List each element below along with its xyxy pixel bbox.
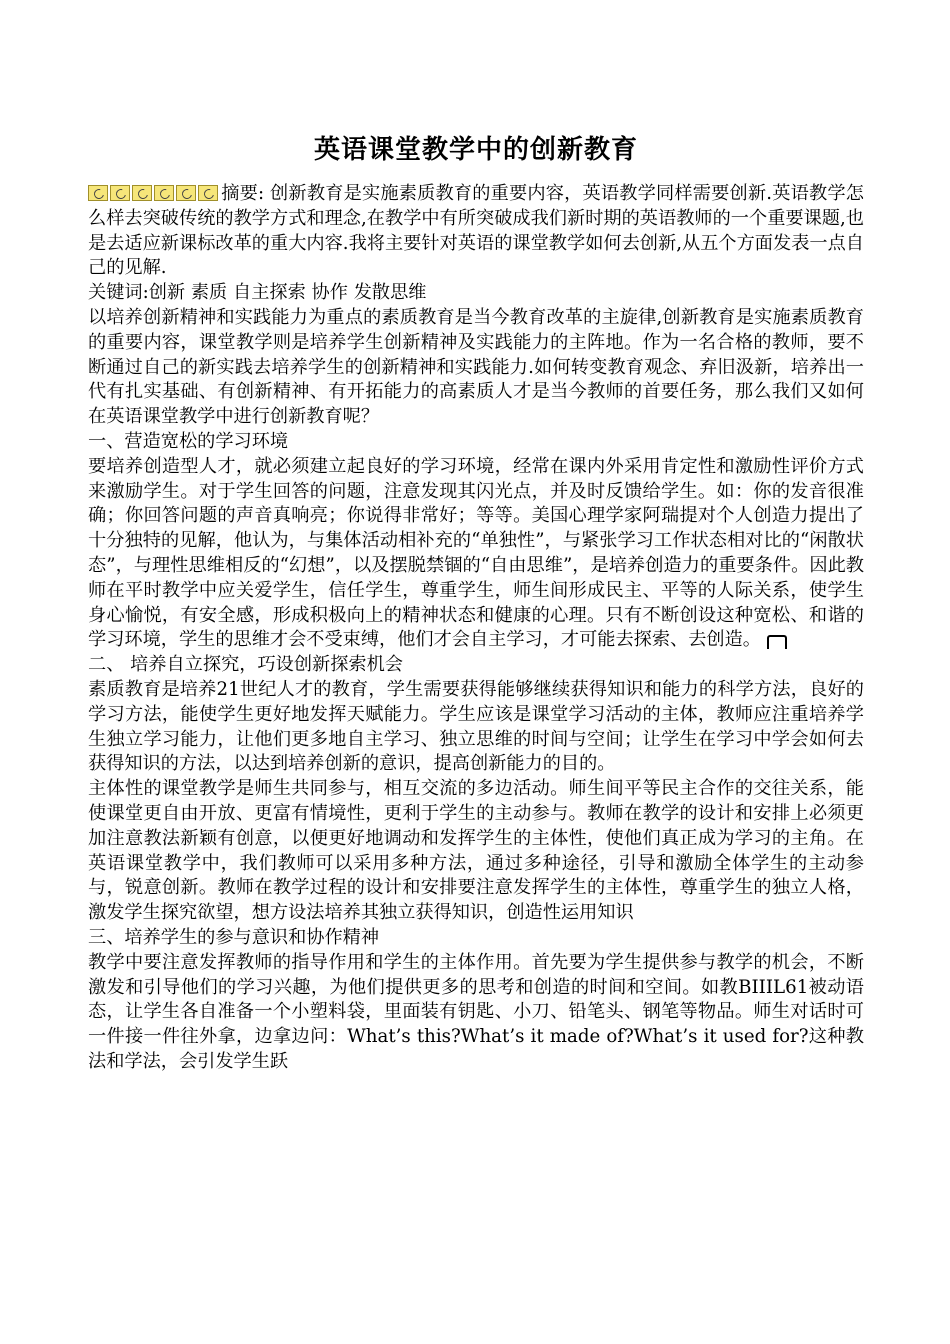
document-page [88,130,864,1075]
link-icon [132,185,152,201]
link-icon [198,185,218,201]
link-icon [176,185,196,201]
section-2-paragraph-1: 素质教育是培养21世纪人才的教育，学生需要获得能够继续获得知识和能力的科学方法，良好的学习方法，能使学生更好地发挥天赋能力。学生应该是课堂学习活动的主体，教师应注重培养学生独立学习能力，让他们更多地自主学习、独立思维的时间与空间；让学生在学习中学会如何去获得知识的方法，以达到培养创新的意识，提高创新能力的目的。 [88,678,864,775]
section-2-paragraph-2: 主体性的课堂教学是师生共同参与，相互交流的多边活动。师生间平等民主合作的交往关系，能使课堂更自由开放、更富有情境性，更利于学生的主动参与。教师在教学的设计和安排上必须更加注意教法新颖有创意，以便更好地调动和发挥学生的主体性，使他们真正成为学习的主角。在英语课堂教学中，我们教师可以采用多种方法，通过多种途径，引导和激励全体学生的主动参与，锐意创新。教师在教学过程的设计和安排要注意发挥学生的主体性，尊重学生的独立人格，激发学生探究欲望，想方设法培养其独立获得知识，创造性运用知识 [88,778,864,924]
section-3-paragraph: 教学中要注意发挥教师的指导作用和学生的主体作用。首先要为学生提供参与教学的机会，不断激发和引导他们的学习兴趣，为他们提供更多的思考和创造的时间和空间。如教BIIIL61被动语态，让学生各自准备一个小塑料袋，里面装有钥匙、小刀、铅笔头、钢笔等物品。师生对话时可一件接一件往外拿，边拿边问：What’s this?What’s it made of?What’s it used for?这种教法和学法，会引发学生跃 [88,951,864,1072]
icon-strip [88,185,218,201]
section-2-heading: 二、 培养自立探究，巧设创新探索机会 [88,654,403,676]
link-icon [110,185,130,201]
abstract-text: 摘要: 创新教育是实施素质教育的重要内容，英语教学同样需要创新.英语教学怎么样去突破传统的教学方式和理念,在教学中有所突破成我们新时期的英语教师的一个重要课题,也是去适应新课标改革的重大内容.我将主要针对英语的课堂教学如何去创新,从五个方面发表一点自己的见解. [88,183,864,279]
link-icon [88,185,108,201]
page-title: 英语课堂教学中的创新教育 [313,135,638,165]
bracket-mark-icon [767,635,787,649]
section-1-paragraph [88,455,864,653]
document-body [88,182,864,1075]
abstract-paragraph [88,182,864,281]
section-1-heading: 一、营造宽松的学习环境 [88,430,289,452]
section-1-text: 要培养创造型人才，就必须建立起良好的学习环境，经常在课内外采用肯定性和激励性评价方式来激励学生。对于学生回答的问题，注意发现其闪光点，并及时反馈给学生。如：你的发音很准确；你回答问题的声音真响亮；你说得非常好；等等。美国心理学家阿瑞提对个人创造力提出了十分独特的见解，他认为，与集体活动相补充的“单独性”，与紧张学习工作状态相对比的“闲散状态”，与理性思维相反的“幻想”，以及摆脱禁锢的“自由思维”，是培养创造力的重要条件。因此教师在平时教学中应关爱学生，信任学生，尊重学生，师生间形成民主、平等的人际关系，使学生身心愉悦，有安全感，形成积极向上的精神状态和健康的心理。只有不断创设这种宽松、和谐的学习环境，学生的思维才会不受束缚，他们才会自主学习，才可能去探索、去创造。 [88,455,864,651]
intro-paragraph: 以培养创新精神和实践能力为重点的素质教育是当今教育改革的主旋律,创新教育是实施素质教育的重要内容，课堂教学则是培养学生创新精神及实践能力的主阵地。作为一名合格的教师，要不断通过自己的新实践去培养学生的创新精神和实践能力.如何转变教育观念、弃旧汲新，培养出一代有扎实基础、有创新精神、有开拓能力的高素质人才是当今教师的首要任务，那么我们又如何在英语课堂教学中进行创新教育呢？ [88,306,864,428]
keywords-line: 关键词:创新 素质 自主探索 协作 发散思维 [88,282,427,304]
link-icon [154,185,174,201]
section-3-heading: 三、培养学生的参与意识和协作精神 [88,926,380,948]
